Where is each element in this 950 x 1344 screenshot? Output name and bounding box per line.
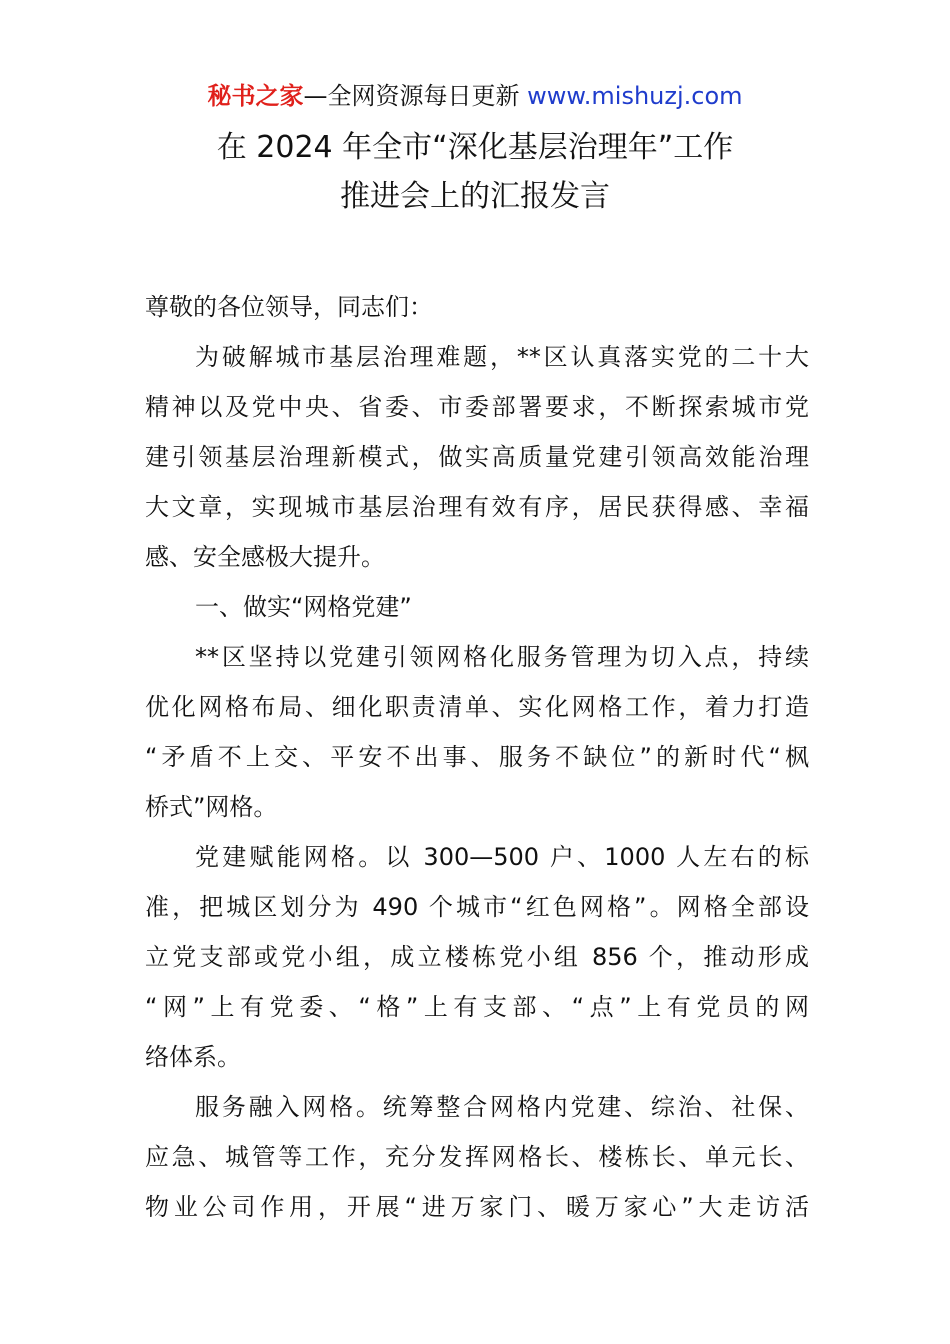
text-line: 应急、城管等工作，充分发挥网格长、楼栋长、单元长、 [145, 1143, 809, 1171]
text-line: 为破解城市基层治理难题，**区认真落实党的二十大 [195, 343, 809, 371]
text-line: 立党支部或党小组，成立楼栋党小组 856 个，推动形成 [145, 943, 809, 971]
paragraph-2 [145, 632, 809, 832]
document-title-line-2: 推进会上的汇报发言 [340, 179, 610, 214]
paragraph-1 [145, 332, 809, 582]
text-line: 党建赋能网格。以 300—500 户、1000 人左右的标 [195, 843, 809, 871]
text-line: 大文章，实现城市基层治理有效有序，居民获得感、幸福 [145, 493, 809, 521]
text-line: 物业公司作用，开展“进万家门、暖万家心”大走访活 [145, 1193, 809, 1221]
site-url: www.mishuzj.com [527, 82, 743, 110]
header-tagline: —全网资源每日更新 [303, 82, 528, 110]
text-line: 优化网格布局、细化职责清单、实化网格工作，着力打造 [145, 693, 809, 721]
section-heading: 一、做实“网格党建” [195, 593, 412, 621]
document-body [145, 282, 809, 1232]
text-line: 络体系。 [145, 1043, 241, 1071]
text-line: 建引领基层治理新模式，做实高质量党建引领高效能治理 [145, 443, 809, 471]
text-line: **区坚持以党建引领网格化服务管理为切入点，持续 [195, 643, 809, 671]
brand-name: 秘书之家 [207, 82, 304, 110]
paragraph-3 [145, 832, 809, 1082]
text-line: 准，把城区划分为 490 个城市“红色网格”。网格全部设 [145, 893, 809, 921]
document-title-line-1: 在 2024 年全市“深化基层治理年”工作 [216, 130, 734, 165]
text-line: “矛盾不上交、平安不出事、服务不缺位”的新时代“枫 [145, 743, 809, 771]
text-line: 精神以及党中央、省委、市委部署要求，不断探索城市党 [145, 393, 809, 421]
paragraph-4 [145, 1082, 809, 1232]
site-watermark-header [0, 80, 950, 112]
text-line: 桥式”网格。 [145, 793, 278, 821]
text-line: “网”上有党委、“格”上有支部、“点”上有党员的网 [145, 993, 809, 1021]
text-line: 感、安全感极大提升。 [145, 543, 385, 571]
section-heading-1 [145, 582, 809, 632]
salutation: 尊敬的各位领导，同志们： [145, 293, 433, 321]
text-line: 服务融入网格。统筹整合网格内党建、综治、社保、 [195, 1093, 809, 1121]
